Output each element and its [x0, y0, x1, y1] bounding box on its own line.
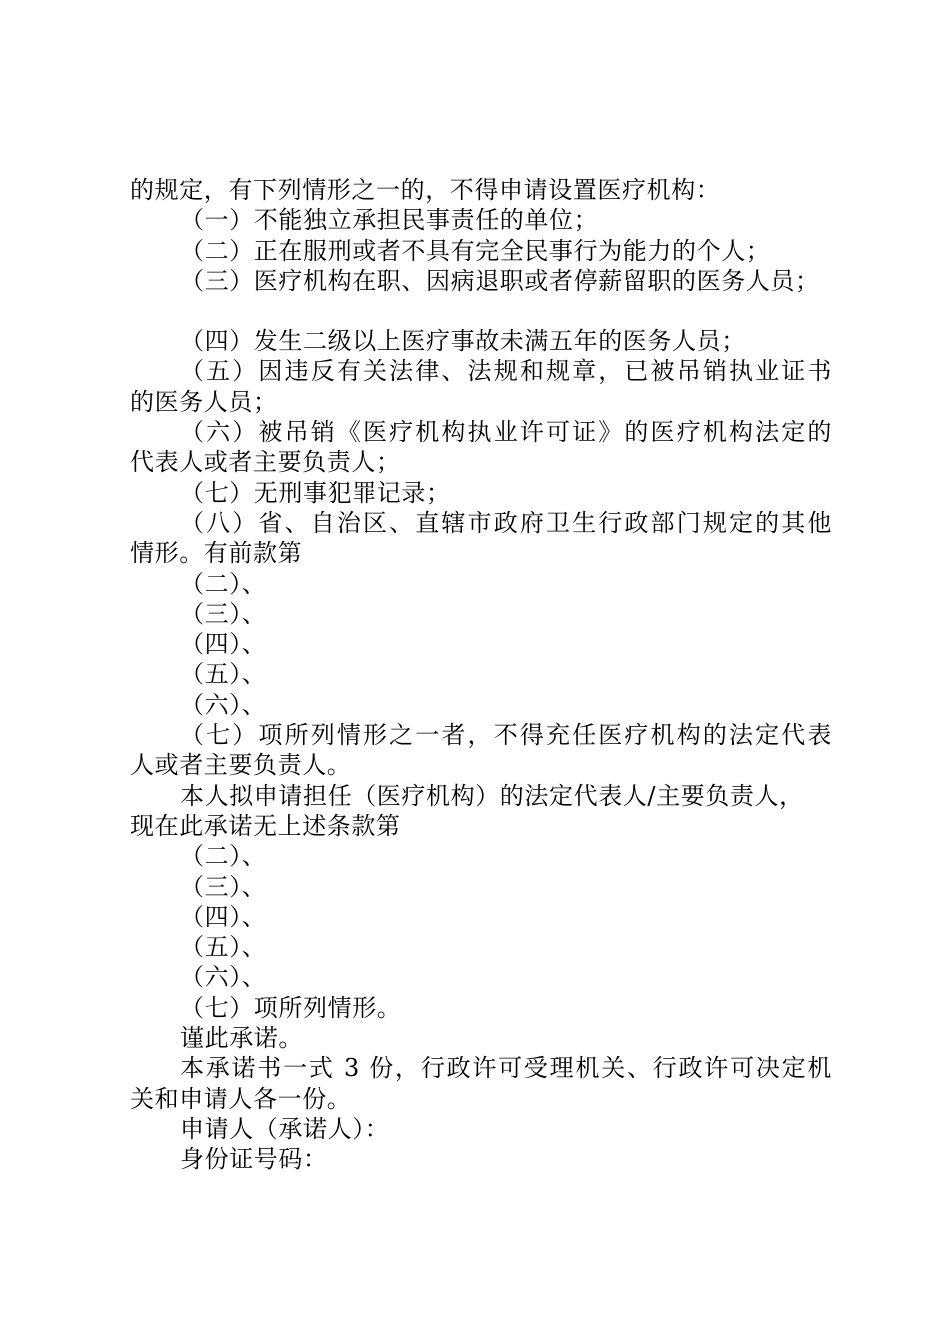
text-line: 现在此承诺无上述条款第 [130, 811, 401, 840]
text-line: （三）医疗机构在职、因病退职或者停薪留职的医务人员； [180, 266, 820, 295]
text-line: （二）、 [180, 842, 267, 871]
text-line: （七）无刑事犯罪记录； [180, 478, 451, 507]
text-line: 本承诺书一式 3 份，行政许可受理机关、行政许可决定机 [180, 1054, 832, 1083]
text-line: （二）、 [180, 569, 267, 598]
text-line: （五）因违反有关法律、法规和规章，已被吊销执业证书 [180, 357, 832, 386]
text-line: （六）被吊销《医疗机构执业许可证》的医疗机构法定的 [180, 418, 832, 447]
document-body [130, 175, 832, 1175]
text-line: （七）项所列情形之一者，不得充任医疗机构的法定代表 [180, 721, 832, 750]
text-line: （二）正在服刑或者不具有完全民事行为能力的个人； [180, 236, 771, 265]
text-line: 申请人（承诺人）： [180, 1114, 390, 1143]
text-line: （三）、 [180, 872, 267, 901]
text-line: 的医务人员； [130, 387, 278, 416]
text-line: （四）、 [180, 630, 267, 659]
text-line: 谨此承诺。 [180, 1024, 303, 1053]
text-line: 身份证号码： [180, 1145, 328, 1174]
text-line: 代表人或者主要负责人； [130, 448, 401, 477]
text-line: （七）项所列情形。 [180, 993, 402, 1022]
text-line: （五）、 [180, 660, 267, 689]
text-line: 关和申请人各一份。 [130, 1084, 352, 1113]
text-line: 人或者主要负责人。 [130, 751, 352, 780]
paragraph-gap [130, 296, 832, 326]
text-line: （三）、 [180, 599, 267, 628]
text-line: 情形。有前款第 [130, 539, 303, 568]
text-line: （五）、 [180, 933, 267, 962]
text-line: （一）不能独立承担民事责任的单位； [180, 206, 599, 235]
text-line: （四）发生二级以上医疗事故未满五年的医务人员； [180, 327, 746, 356]
text-line: （四）、 [180, 902, 267, 931]
text-line: 的规定，有下列情形之一的，不得申请设置医疗机构： [130, 176, 721, 204]
text-line: 本人拟申请担任（医疗机构）的法定代表人/主要负责人， [180, 781, 804, 810]
text-line: （八）省、自治区、直辖市政府卫生行政部门规定的其他 [180, 508, 832, 537]
text-line: （六）、 [180, 963, 267, 992]
text-line: （六）、 [180, 690, 267, 719]
